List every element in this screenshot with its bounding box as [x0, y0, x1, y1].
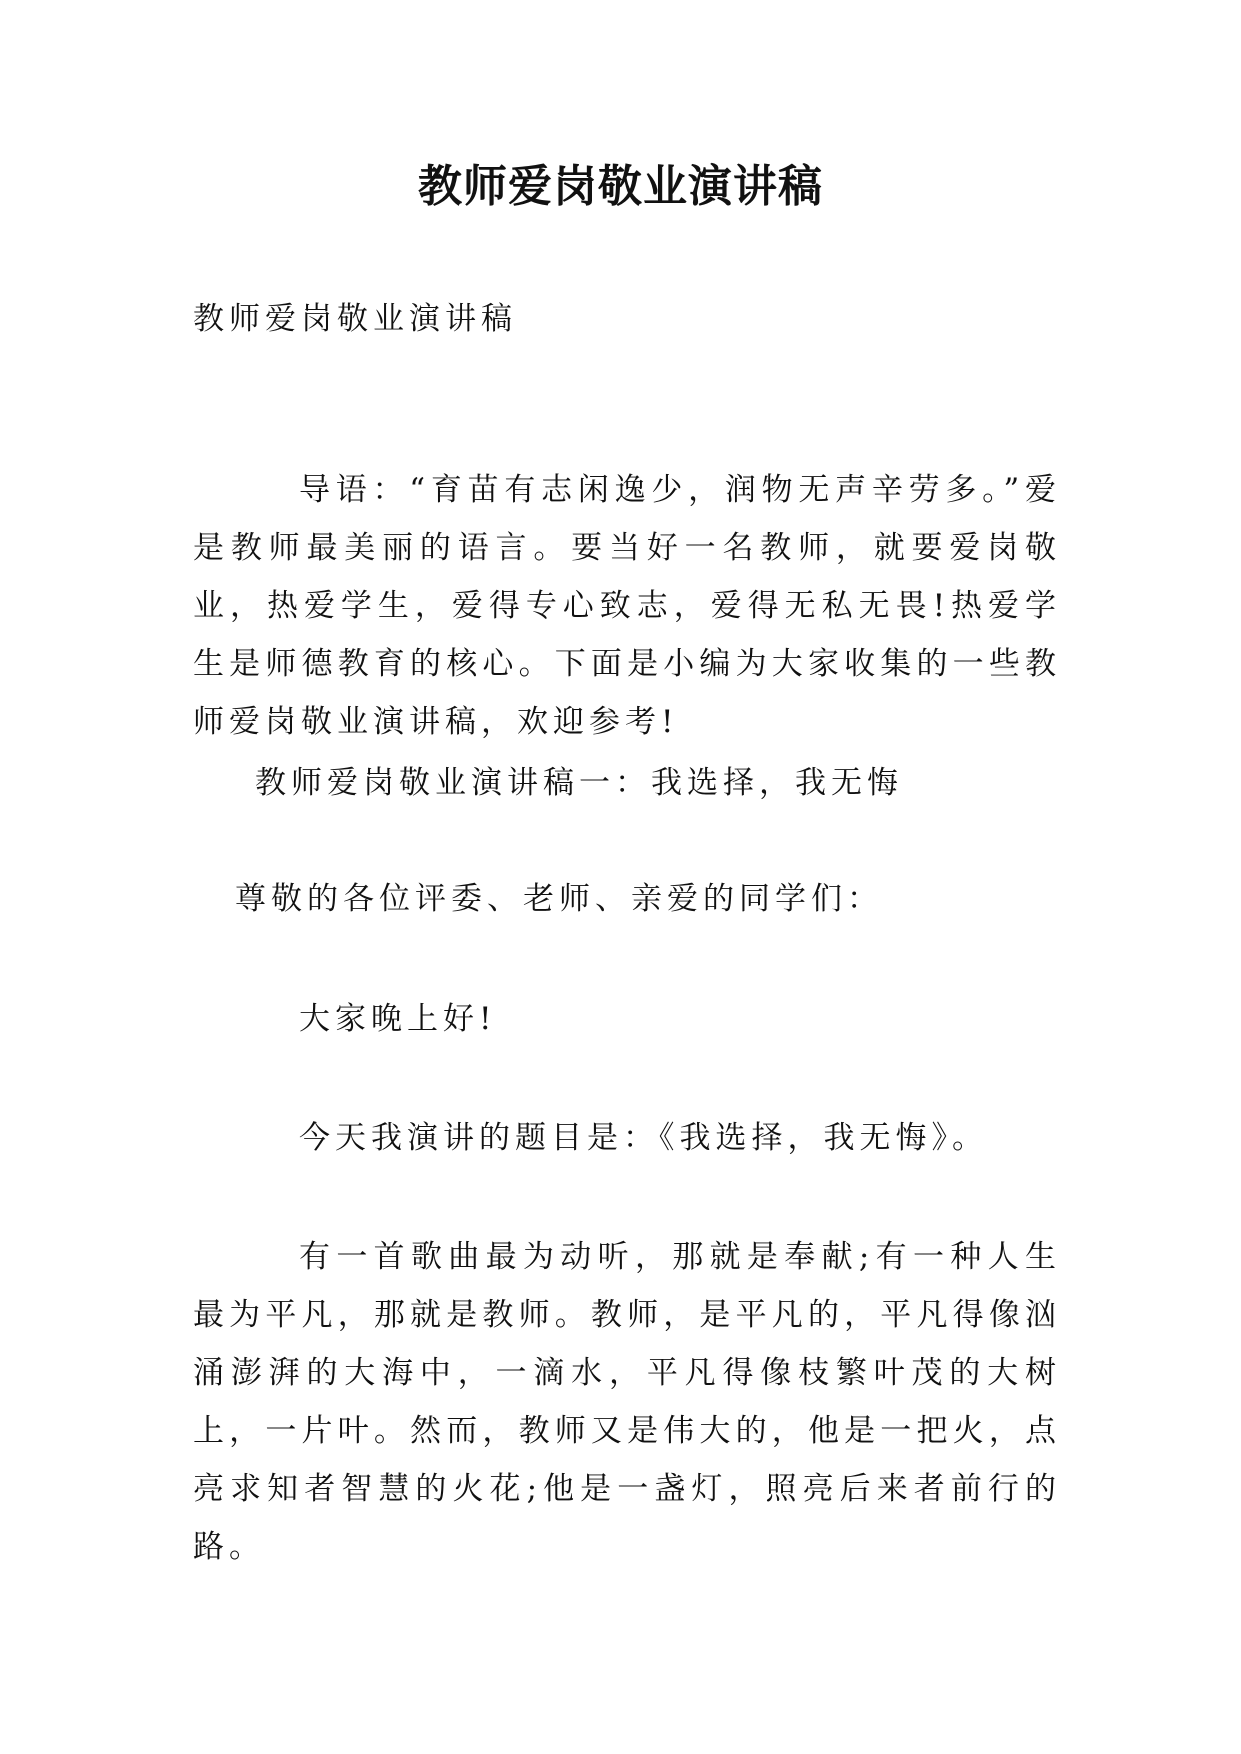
document-title: 教师爱岗敬业演讲稿	[418, 161, 823, 212]
section-heading: 教师爱岗敬业演讲稿一：我选择，我无悔	[255, 765, 903, 801]
greeting: 大家晚上好!	[299, 1001, 497, 1037]
speech-topic: 今天我演讲的题目是：《我选择，我无悔》。	[299, 1120, 988, 1156]
body-paragraph: 有一首歌曲最为动听，那就是奉献;有一种人生最为平凡，那就是教师。教师，是平凡的，平凡得像汹涌澎湃的大海中，一滴水，平凡得像枝繁叶茂的大树上，一片叶。然而，教师又是伟大的，他是一把火，点亮求知者智慧的火花;他是一盏灯，照亮后来者前行的路。	[193, 1239, 1061, 1565]
intro-paragraph: 导语：“育苗有志闲逸少，润物无声辛劳多。”爱是教师最美丽的语言。要当好一名教师，就要爱岗敬业，热爱学生，爱得专心致志，爱得无私无畏!热爱学生是师德教育的核心。下面是小编为大家收集的一些教师爱岗敬业演讲稿，欢迎参考!	[193, 472, 1061, 740]
document-subtitle: 教师爱岗敬业演讲稿	[193, 301, 517, 337]
salutation: 尊敬的各位评委、老师、亲爱的同学们：	[235, 881, 883, 917]
